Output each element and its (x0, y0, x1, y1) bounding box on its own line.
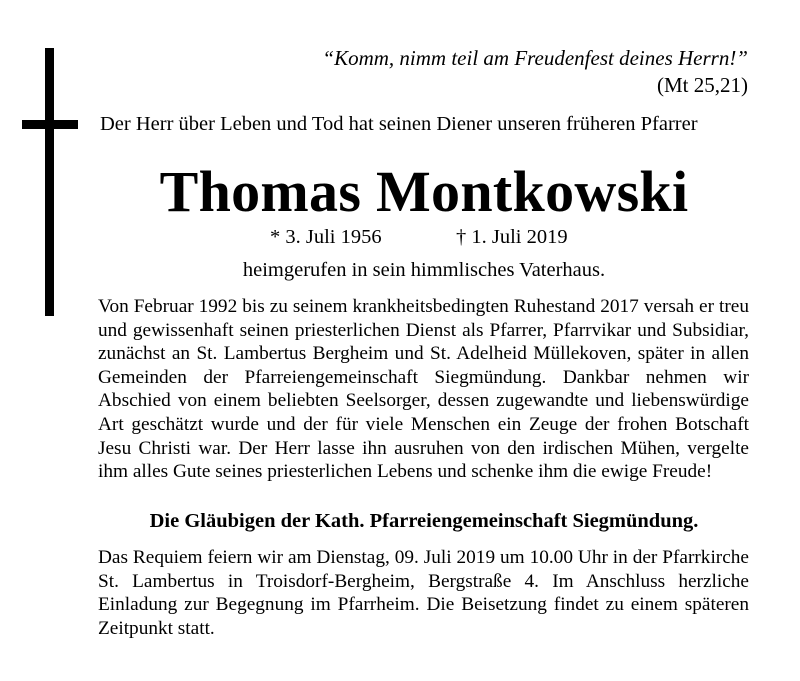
deceased-name: Thomas Montkowski (159, 159, 689, 224)
cross-icon-crossbar (22, 120, 78, 129)
birth-date: * 3. Juli 1956 (270, 226, 382, 248)
requiem-paragraph: Das Requiem feiern wir am Dienstag, 09. Juli 2019 um 10.00 Uhr in der Pfarrkirche St. Lambertus in Troisdorf-Bergheim, Bergstraße 4. Im Anschluss herzliche Einladung zur Begegnung im Pfarrheim. Die Beisetzung findet zu einem späteren Zeitpunkt statt. (98, 547, 749, 639)
bible-quote: “Komm, nimm teil am Freudenfest deines Herrn!” (322, 46, 748, 70)
signature: Die Gläubigen der Kath. Pfarreiengemeinschaft Siegmündung. (149, 510, 699, 532)
bible-reference: (Mt 25,21) (657, 73, 748, 97)
intro-text: Der Herr über Leben und Tod hat seinen Diener unseren früheren Pfarrer (100, 113, 698, 135)
called-home-text: heimgerufen in sein himmlisches Vaterhaus. (242, 259, 606, 281)
death-date: † 1. Juli 2019 (456, 226, 568, 248)
biography-paragraph: Von Februar 1992 bis zu seinem krankheitsbedingten Ruhestand 2017 versah er treu und gewissenhaft seinen priesterlichen Dienst als Pfarrer, Pfarrvikar und Subsidiar, zunächst an St. Lambertus Bergheim und St. Adelheid Müllekoven, später in allen Gemeinden der Pfarreiengemeinschaft Siegmündung. Dankbar nehmen wir Abschied von einem beliebten Seelsorger, dessen zugewandte und liebenswürdige Art geschätzt wurde und der für viele Menschen ein Zeuge der frohen Botschaft Jesu Christi war. Der Herr lasse ihn ausruhen von den irdischen Mühen, vergelte ihm alles Gute seines priesterlichen Lebens und schenke ihm die ewige Freude! (98, 296, 749, 483)
